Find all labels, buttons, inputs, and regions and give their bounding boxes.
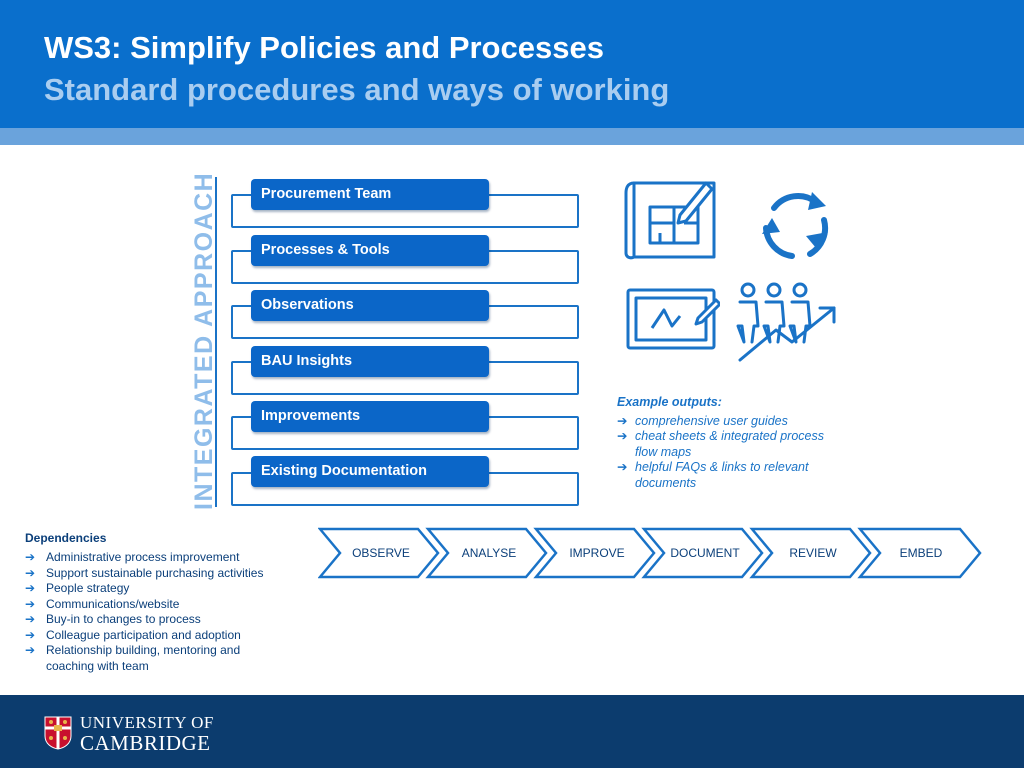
process-step-observe: OBSERVE <box>352 546 410 560</box>
example-output-item: ➔ helpful FAQs & links to relevant documents <box>617 460 809 490</box>
arrow-right-icon: ➔ <box>25 581 36 595</box>
arrow-right-icon: ➔ <box>617 414 628 428</box>
cycle-arrows-icon <box>756 186 834 262</box>
dependency-item: ➔ Buy-in to changes to process <box>25 612 201 626</box>
page-title: WS3: Simplify Policies and Processes <box>44 30 604 65</box>
dependencies-title: Dependencies <box>25 531 107 545</box>
university-crest-icon <box>44 716 72 750</box>
arrow-right-icon: ➔ <box>25 597 36 611</box>
university-name-line2: CAMBRIDGE <box>80 731 211 755</box>
screen-sketch-icon <box>626 288 720 352</box>
dependency-item: ➔ Support sustainable purchasing activities <box>25 566 264 580</box>
dependency-item: ➔ People strategy <box>25 581 130 595</box>
arrow-right-icon: ➔ <box>25 550 36 564</box>
header-stripe <box>0 128 1024 145</box>
people-growth-icon <box>736 280 840 364</box>
example-outputs-title: Example outputs: <box>617 395 722 409</box>
dependency-item: ➔ Administrative process improvement <box>25 550 240 564</box>
approach-item-procurement-team: Procurement Team <box>251 179 489 210</box>
approach-item-observations: Observations <box>251 290 489 321</box>
page-subtitle: Standard procedures and ways of working <box>44 72 670 107</box>
approach-item-processes-tools: Processes & Tools <box>251 235 489 266</box>
process-step-review: REVIEW <box>789 546 837 560</box>
approach-bracket <box>215 177 223 507</box>
approach-item-existing-documentation: Existing Documentation <box>251 456 489 487</box>
arrow-right-icon: ➔ <box>25 643 36 657</box>
arrow-right-icon: ➔ <box>25 612 36 626</box>
university-name-line1: UNIVERSITY OF <box>80 713 214 732</box>
arrow-right-icon: ➔ <box>25 566 36 580</box>
example-output-item: ➔ comprehensive user guides <box>617 414 788 428</box>
process-step-document: DOCUMENT <box>670 546 740 560</box>
approach-item-bau-insights: BAU Insights <box>251 346 489 377</box>
approach-item-improvements: Improvements <box>251 401 489 432</box>
dependency-item: ➔ Relationship building, mentoring and coaching with team <box>25 643 241 673</box>
process-step-embed: EMBED <box>899 546 943 560</box>
arrow-right-icon: ➔ <box>617 429 628 443</box>
arrow-right-icon: ➔ <box>25 628 36 642</box>
process-step-analyse: ANALYSE <box>461 546 517 560</box>
blueprint-icon <box>624 177 718 261</box>
arrow-right-icon: ➔ <box>617 460 628 474</box>
dependency-item: ➔ Communications/website <box>25 597 180 611</box>
example-output-item: ➔ cheat sheets & integrated process flow maps <box>617 429 825 459</box>
dependency-item: ➔ Colleague participation and adoption <box>25 628 241 642</box>
process-step-improve: IMPROVE <box>569 546 625 560</box>
integrated-approach-label: INTEGRATED APPROACH <box>190 171 218 510</box>
